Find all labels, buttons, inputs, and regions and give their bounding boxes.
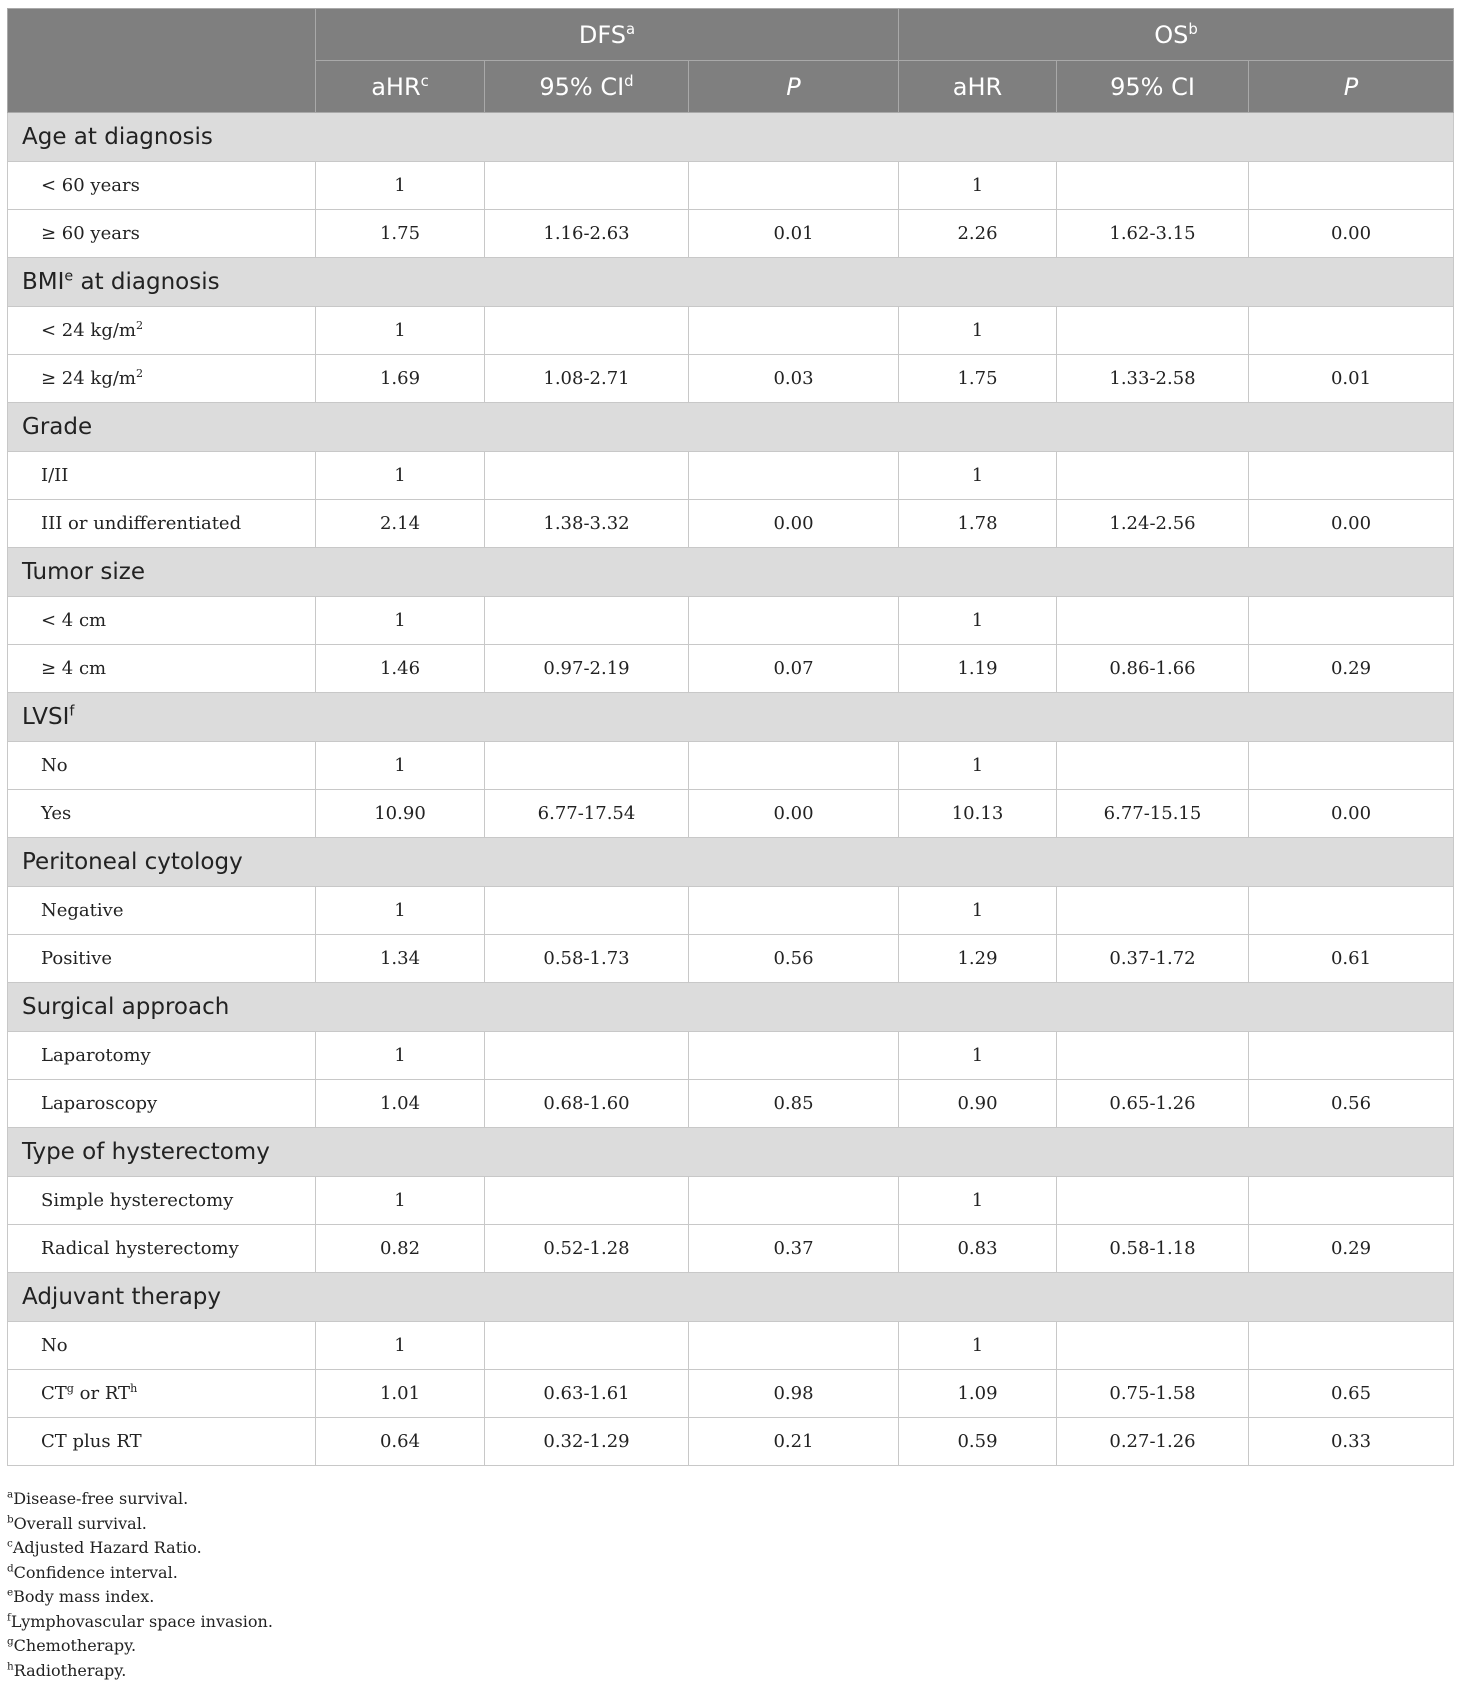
cell-os-ci <box>1057 742 1249 790</box>
cell-os-ci: 0.65-1.26 <box>1057 1080 1249 1128</box>
table-row <box>8 597 1454 645</box>
cell-os-ahr: 1 <box>899 1322 1057 1370</box>
cell-os-ahr: 1 <box>899 162 1057 210</box>
group-title-text: LVSI <box>22 704 70 730</box>
cell-dfs-p <box>689 1177 899 1225</box>
group-title <box>8 548 1454 597</box>
table-row <box>8 935 1454 983</box>
footnotes <box>7 1487 273 1683</box>
cell-dfs-ahr: 1.34 <box>316 935 485 983</box>
header-os: $OS^b$ <box>899 9 1454 61</box>
group-title-suffix: at diagnosis <box>73 269 220 295</box>
cell-os-ahr: 0.83 <box>899 1225 1057 1273</box>
cell-dfs-ci: 1.38-3.32 <box>485 500 689 548</box>
cell-dfs-ci <box>485 742 689 790</box>
cell-os-p <box>1249 1032 1454 1080</box>
table-row <box>8 887 1454 935</box>
cell-os-p <box>1249 887 1454 935</box>
cell-dfs-p <box>689 307 899 355</box>
cell-dfs-p: 0.00 <box>689 500 899 548</box>
cell-dfs-ci: 0.52-1.28 <box>485 1225 689 1273</box>
footnote: $^d$Confidence interval. <box>7 1562 178 1582</box>
row-label: Positive <box>8 935 316 983</box>
table-row <box>8 1080 1454 1128</box>
group-title <box>8 1128 1454 1177</box>
group-title-text: Peritoneal cytology <box>22 849 243 875</box>
cell-os-ci <box>1057 162 1249 210</box>
row-label: < 4 cm <box>8 597 316 645</box>
row-label: ≥ 24 $kg/m^2$ <box>8 355 316 403</box>
table-row <box>8 1177 1454 1225</box>
cell-os-ahr: 1 <box>899 307 1057 355</box>
cell-dfs-ahr: 1 <box>316 742 485 790</box>
row-label: ≥ 4 cm <box>8 645 316 693</box>
footnote: $^a$Disease-free survival. <box>7 1488 189 1508</box>
group-header-row <box>8 838 1454 887</box>
cell-dfs-p <box>689 597 899 645</box>
cell-os-p: 0.00 <box>1249 210 1454 258</box>
table-row <box>8 355 1454 403</box>
cell-dfs-p: 0.01 <box>689 210 899 258</box>
cell-os-p: 0.01 <box>1249 355 1454 403</box>
cell-os-p: 0.29 <box>1249 645 1454 693</box>
cell-os-p <box>1249 1177 1454 1225</box>
cell-dfs-ci: 0.68-1.60 <box>485 1080 689 1128</box>
cell-os-ahr: 1 <box>899 597 1057 645</box>
cell-os-ahr: 1.75 <box>899 355 1057 403</box>
cell-os-ahr: 1 <box>899 452 1057 500</box>
cell-os-ci <box>1057 1177 1249 1225</box>
table-row <box>8 1322 1454 1370</box>
row-label: Negative <box>8 887 316 935</box>
row-label: Yes <box>8 790 316 838</box>
table-row <box>8 790 1454 838</box>
cell-dfs-ahr: 2.14 <box>316 500 485 548</box>
cell-dfs-ci <box>485 162 689 210</box>
cell-os-ci <box>1057 1032 1249 1080</box>
group-title-text: BMI <box>22 269 65 295</box>
cell-os-p: 0.00 <box>1249 790 1454 838</box>
group-title-text: Grade <box>22 414 93 440</box>
cell-dfs-p <box>689 452 899 500</box>
cell-dfs-p <box>689 1322 899 1370</box>
cell-os-ahr: 1.09 <box>899 1370 1057 1418</box>
cell-os-p: 0.65 <box>1249 1370 1454 1418</box>
cell-dfs-ci <box>485 1032 689 1080</box>
group-header-row <box>8 983 1454 1032</box>
hazard-ratio-table <box>7 8 1454 1466</box>
group-title <box>8 258 1454 307</box>
group-header-row <box>8 258 1454 307</box>
table-row <box>8 162 1454 210</box>
row-label: ≥ 60 years <box>8 210 316 258</box>
cell-dfs-p: 0.03 <box>689 355 899 403</box>
group-title <box>8 693 1454 742</box>
cell-dfs-ahr: 1 <box>316 162 485 210</box>
cell-os-ci <box>1057 597 1249 645</box>
row-label: III or undifferentiated <box>8 500 316 548</box>
row-label: Laparotomy <box>8 1032 316 1080</box>
header-dfs-p: P <box>689 61 899 113</box>
cell-dfs-ahr: 1.46 <box>316 645 485 693</box>
cell-os-ci <box>1057 452 1249 500</box>
cell-dfs-ci: 0.32-1.29 <box>485 1418 689 1466</box>
cell-os-ci: 0.86-1.66 <box>1057 645 1249 693</box>
table-row <box>8 1225 1454 1273</box>
row-label: < 24 $kg/m^2$ <box>8 307 316 355</box>
cell-os-p <box>1249 162 1454 210</box>
cell-dfs-ci: 1.16-2.63 <box>485 210 689 258</box>
cell-dfs-ci <box>485 1177 689 1225</box>
group-title <box>8 403 1454 452</box>
cell-dfs-ahr: 1.75 <box>316 210 485 258</box>
row-label: < 60 years <box>8 162 316 210</box>
header-dfs: DFS$^a$ <box>316 9 899 61</box>
table-row <box>8 452 1454 500</box>
group-title <box>8 113 1454 162</box>
group-header-row <box>8 548 1454 597</box>
cell-os-p: 0.00 <box>1249 500 1454 548</box>
group-title-text: Tumor size <box>22 559 145 585</box>
group-header-row <box>8 1128 1454 1177</box>
cell-os-ahr: 1 <box>899 1177 1057 1225</box>
header-os-ci: 95% CI <box>1057 61 1249 113</box>
row-label: No <box>8 742 316 790</box>
cell-os-ci: 6.77-15.15 <box>1057 790 1249 838</box>
cell-dfs-ahr: 1 <box>316 452 485 500</box>
group-title-sup: e <box>64 268 74 285</box>
cell-os-ci: 0.75-1.58 <box>1057 1370 1249 1418</box>
group-title <box>8 838 1454 887</box>
table-row <box>8 500 1454 548</box>
table-row <box>8 1418 1454 1466</box>
cell-dfs-ci: 6.77-17.54 <box>485 790 689 838</box>
table-row <box>8 307 1454 355</box>
cell-os-p <box>1249 452 1454 500</box>
footnote: $^c$Adjusted Hazard Ratio. <box>7 1537 202 1557</box>
cell-dfs-p: 0.85 <box>689 1080 899 1128</box>
footnote: $^h$Radiotherapy. <box>7 1660 127 1680</box>
header-dfs-ci: 95% $CI^d$ <box>485 61 689 113</box>
table-row <box>8 210 1454 258</box>
row-label: Simple hysterectomy <box>8 1177 316 1225</box>
cell-os-ci <box>1057 887 1249 935</box>
footnote: $^g$Chemotherapy. <box>7 1635 137 1655</box>
header-empty-cell <box>8 9 316 113</box>
cell-os-p <box>1249 742 1454 790</box>
cell-os-ci <box>1057 307 1249 355</box>
cell-dfs-p <box>689 1032 899 1080</box>
footnote: $^f$Lymphovascular space invasion. <box>7 1611 273 1631</box>
cell-dfs-p: 0.00 <box>689 790 899 838</box>
cell-os-ci: 0.58-1.18 <box>1057 1225 1249 1273</box>
cell-dfs-ahr: 1.69 <box>316 355 485 403</box>
group-title-text: Adjuvant therapy <box>22 1284 222 1310</box>
cell-os-p <box>1249 307 1454 355</box>
header-dfs-ahr: aHR$^c$ <box>316 61 485 113</box>
footnote: $^e$Body mass index. <box>7 1586 155 1606</box>
cell-os-ahr: 1.29 <box>899 935 1057 983</box>
cell-os-ci <box>1057 1322 1249 1370</box>
cell-dfs-ahr: 1 <box>316 887 485 935</box>
cell-dfs-ci <box>485 1322 689 1370</box>
cell-os-ahr: 0.90 <box>899 1080 1057 1128</box>
cell-dfs-ci: 1.08-2.71 <box>485 355 689 403</box>
cell-dfs-ahr: 1 <box>316 597 485 645</box>
table-row <box>8 1370 1454 1418</box>
cell-os-ahr: 1 <box>899 742 1057 790</box>
cell-os-ahr: 1.78 <box>899 500 1057 548</box>
cell-dfs-ci: 0.63-1.61 <box>485 1370 689 1418</box>
cell-dfs-p <box>689 162 899 210</box>
cell-os-p: 0.29 <box>1249 1225 1454 1273</box>
cell-os-ahr: 10.13 <box>899 790 1057 838</box>
cell-dfs-ahr: 1.01 <box>316 1370 485 1418</box>
cell-dfs-ahr: 1 <box>316 307 485 355</box>
row-label: I/II <box>8 452 316 500</box>
cell-dfs-ahr: 1 <box>316 1322 485 1370</box>
cell-dfs-ahr: 0.82 <box>316 1225 485 1273</box>
cell-os-ci: 0.27-1.26 <box>1057 1418 1249 1466</box>
cell-os-p: 0.61 <box>1249 935 1454 983</box>
cell-os-p <box>1249 597 1454 645</box>
cell-os-ci: 1.33-2.58 <box>1057 355 1249 403</box>
group-title-text: Type of hysterectomy <box>22 1139 270 1165</box>
footnote: $^b$Overall survival. <box>7 1513 147 1533</box>
table-row <box>8 1032 1454 1080</box>
cell-os-ahr: 1 <box>899 887 1057 935</box>
cell-os-ahr: 0.59 <box>899 1418 1057 1466</box>
cell-dfs-ci <box>485 452 689 500</box>
cell-dfs-p: 0.37 <box>689 1225 899 1273</box>
cell-os-ci: 1.24-2.56 <box>1057 500 1249 548</box>
table-body <box>8 113 1454 1466</box>
group-title <box>8 1273 1454 1322</box>
header-os-ahr: aHR <box>899 61 1057 113</box>
row-label: CT plus RT <box>8 1418 316 1466</box>
cell-dfs-ci: 0.97-2.19 <box>485 645 689 693</box>
group-title-sup: f <box>69 703 75 720</box>
row-label: No <box>8 1322 316 1370</box>
cell-os-ahr: 1.19 <box>899 645 1057 693</box>
cell-dfs-ahr: 10.90 <box>316 790 485 838</box>
cell-os-p: 0.33 <box>1249 1418 1454 1466</box>
cell-dfs-ahr: 1.04 <box>316 1080 485 1128</box>
cell-dfs-p <box>689 742 899 790</box>
cell-dfs-p: 0.98 <box>689 1370 899 1418</box>
cell-dfs-ahr: 0.64 <box>316 1418 485 1466</box>
cell-dfs-ci <box>485 307 689 355</box>
cell-os-p <box>1249 1322 1454 1370</box>
cell-dfs-p: 0.21 <box>689 1418 899 1466</box>
cell-dfs-ci <box>485 597 689 645</box>
cell-dfs-ci: 0.58-1.73 <box>485 935 689 983</box>
cell-os-ahr: 2.26 <box>899 210 1057 258</box>
cell-os-ahr: 1 <box>899 1032 1057 1080</box>
group-title-text: Age at diagnosis <box>22 124 213 150</box>
header-os-p: P <box>1249 61 1454 113</box>
row-label: Laparoscopy <box>8 1080 316 1128</box>
group-header-row <box>8 113 1454 162</box>
cell-dfs-p <box>689 887 899 935</box>
cell-os-ci: 0.37-1.72 <box>1057 935 1249 983</box>
results-table-container <box>7 8 1453 1466</box>
cell-dfs-ci <box>485 887 689 935</box>
cell-dfs-ahr: 1 <box>316 1032 485 1080</box>
cell-dfs-ahr: 1 <box>316 1177 485 1225</box>
group-header-row <box>8 403 1454 452</box>
group-title <box>8 983 1454 1032</box>
table-row <box>8 742 1454 790</box>
cell-dfs-p: 0.56 <box>689 935 899 983</box>
cell-os-p: 0.56 <box>1249 1080 1454 1128</box>
cell-dfs-p: 0.07 <box>689 645 899 693</box>
group-header-row <box>8 693 1454 742</box>
row-label: $CT^g$ or $RT^h$ <box>8 1370 316 1418</box>
cell-os-ci: 1.62-3.15 <box>1057 210 1249 258</box>
row-label: Radical hysterectomy <box>8 1225 316 1273</box>
table-row <box>8 645 1454 693</box>
group-header-row <box>8 1273 1454 1322</box>
group-title-text: Surgical approach <box>22 994 230 1020</box>
